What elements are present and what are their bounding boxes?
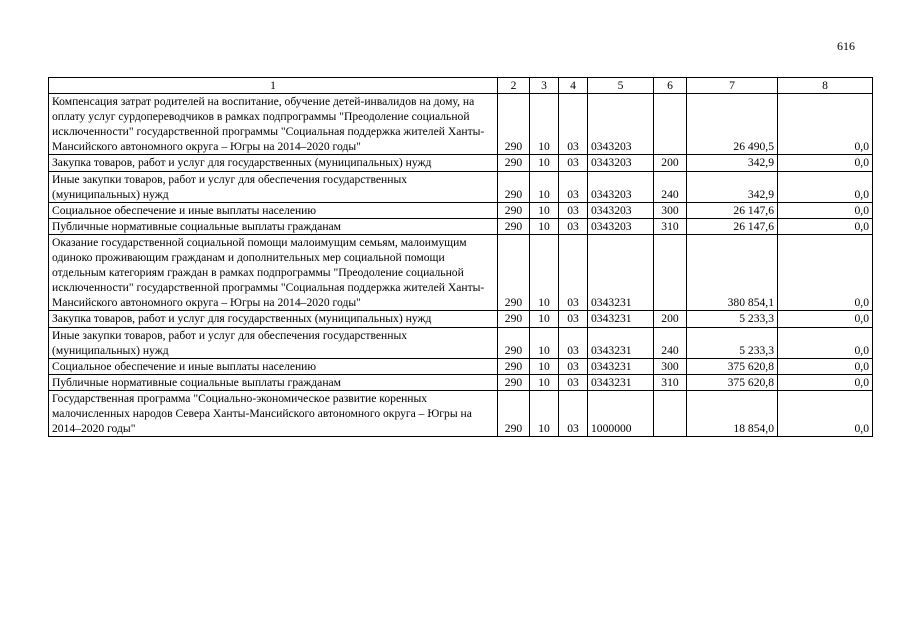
cell-col-6 — [654, 390, 687, 436]
cell-col-8: 0,0 — [778, 171, 873, 202]
cell-col-8: 0,0 — [778, 202, 873, 218]
cell-col-6: 200 — [654, 311, 687, 327]
cell-col-4: 03 — [559, 234, 588, 310]
cell-col-5: 0343231 — [588, 234, 654, 310]
table-row — [49, 374, 873, 390]
cell-col-8: 0,0 — [778, 390, 873, 436]
cell-col-6: 240 — [654, 171, 687, 202]
table-row — [49, 202, 873, 218]
cell-col-2: 290 — [498, 234, 530, 310]
cell-col-5: 0343203 — [588, 218, 654, 234]
header-cell: 4 — [559, 78, 588, 94]
cell-col-8: 0,0 — [778, 234, 873, 310]
cell-col-2: 290 — [498, 155, 530, 171]
cell-col-5: 0343203 — [588, 202, 654, 218]
cell-col-6 — [654, 234, 687, 310]
cell-col-6: 240 — [654, 327, 687, 358]
cell-col-2: 290 — [498, 311, 530, 327]
row-description: Компенсация затрат родителей на воспитание, обучение детей-инвалидов на дому, на оплату услуг сурдопереводчиков в рамках подпрограммы "Преодоление социальной исключенности" государственной программы "Социальная поддержка жителей Ханты-Мансийского автономного округа – Югры на 2014–2020 годы" — [49, 94, 498, 155]
cell-col-7: 26 147,6 — [687, 202, 778, 218]
cell-col-5: 0343231 — [588, 358, 654, 374]
cell-col-8: 0,0 — [778, 218, 873, 234]
table-row — [49, 358, 873, 374]
cell-col-4: 03 — [559, 171, 588, 202]
cell-col-6 — [654, 94, 687, 155]
cell-col-2: 290 — [498, 218, 530, 234]
cell-col-6: 310 — [654, 218, 687, 234]
row-description: Публичные нормативные социальные выплаты гражданам — [49, 218, 498, 234]
cell-col-2: 290 — [498, 94, 530, 155]
table-row — [49, 327, 873, 358]
cell-col-7: 5 233,3 — [687, 327, 778, 358]
page-number: 616 — [837, 39, 855, 53]
cell-col-3: 10 — [530, 390, 559, 436]
cell-col-8: 0,0 — [778, 374, 873, 390]
cell-col-7: 5 233,3 — [687, 311, 778, 327]
cell-col-5: 1000000 — [588, 390, 654, 436]
cell-col-7: 18 854,0 — [687, 390, 778, 436]
cell-col-2: 290 — [498, 202, 530, 218]
cell-col-7: 342,9 — [687, 171, 778, 202]
cell-col-4: 03 — [559, 218, 588, 234]
cell-col-5: 0343203 — [588, 94, 654, 155]
cell-col-3: 10 — [530, 234, 559, 310]
cell-col-4: 03 — [559, 358, 588, 374]
cell-col-2: 290 — [498, 390, 530, 436]
header-cell: 7 — [687, 78, 778, 94]
row-description: Государственная программа "Социально-экономическое развитие коренных малочисленных народов Севера Ханты-Мансийского автономного округа – Югры на 2014–2020 годы" — [49, 390, 498, 436]
cell-col-3: 10 — [530, 311, 559, 327]
cell-col-8: 0,0 — [778, 327, 873, 358]
cell-col-7: 26 147,6 — [687, 218, 778, 234]
row-description: Социальное обеспечение и иные выплаты населению — [49, 358, 498, 374]
cell-col-8: 0,0 — [778, 358, 873, 374]
table-row — [49, 218, 873, 234]
cell-col-6: 200 — [654, 155, 687, 171]
row-description: Иные закупки товаров, работ и услуг для обеспечения государственных (муниципальных) нужд — [49, 171, 498, 202]
cell-col-2: 290 — [498, 171, 530, 202]
row-description: Закупка товаров, работ и услуг для государственных (муниципальных) нужд — [49, 155, 498, 171]
cell-col-7: 375 620,8 — [687, 358, 778, 374]
cell-col-6: 300 — [654, 202, 687, 218]
row-description: Закупка товаров, работ и услуг для государственных (муниципальных) нужд — [49, 311, 498, 327]
cell-col-3: 10 — [530, 327, 559, 358]
header-cell: 8 — [778, 78, 873, 94]
table-row — [49, 234, 873, 310]
cell-col-3: 10 — [530, 202, 559, 218]
budget-table — [48, 77, 873, 437]
row-description: Публичные нормативные социальные выплаты гражданам — [49, 374, 498, 390]
cell-col-7: 375 620,8 — [687, 374, 778, 390]
row-description: Иные закупки товаров, работ и услуг для обеспечения государственных (муниципальных) нужд — [49, 327, 498, 358]
cell-col-3: 10 — [530, 155, 559, 171]
cell-col-5: 0343231 — [588, 311, 654, 327]
header-cell: 3 — [530, 78, 559, 94]
cell-col-4: 03 — [559, 390, 588, 436]
table-row — [49, 171, 873, 202]
cell-col-4: 03 — [559, 155, 588, 171]
cell-col-4: 03 — [559, 374, 588, 390]
table-header-row — [49, 78, 873, 94]
cell-col-7: 26 490,5 — [687, 94, 778, 155]
header-cell: 2 — [498, 78, 530, 94]
cell-col-8: 0,0 — [778, 311, 873, 327]
cell-col-4: 03 — [559, 327, 588, 358]
cell-col-3: 10 — [530, 358, 559, 374]
row-description: Оказание государственной социальной помощи малоимущим семьям, малоимущим одиноко проживающим гражданам и дополнительных мер социальной помощи отдельным категориям граждан в рамках подпрограммы "Преодоление социальной исключенности" государственной программы "Социальная поддержка жителей Ханты-Мансийского автономного округа – Югры на 2014–2020 годы" — [49, 234, 498, 310]
table-row — [49, 311, 873, 327]
header-cell: 1 — [49, 78, 498, 94]
table-row — [49, 390, 873, 436]
cell-col-3: 10 — [530, 171, 559, 202]
cell-col-5: 0343203 — [588, 155, 654, 171]
header-cell: 5 — [588, 78, 654, 94]
cell-col-4: 03 — [559, 202, 588, 218]
cell-col-3: 10 — [530, 374, 559, 390]
cell-col-6: 310 — [654, 374, 687, 390]
cell-col-8: 0,0 — [778, 94, 873, 155]
cell-col-7: 342,9 — [687, 155, 778, 171]
table-row — [49, 94, 873, 155]
cell-col-5: 0343231 — [588, 327, 654, 358]
table-row — [49, 155, 873, 171]
cell-col-2: 290 — [498, 358, 530, 374]
row-description: Социальное обеспечение и иные выплаты населению — [49, 202, 498, 218]
cell-col-8: 0,0 — [778, 155, 873, 171]
cell-col-5: 0343231 — [588, 374, 654, 390]
cell-col-6: 300 — [654, 358, 687, 374]
cell-col-7: 380 854,1 — [687, 234, 778, 310]
cell-col-2: 290 — [498, 374, 530, 390]
cell-col-5: 0343203 — [588, 171, 654, 202]
cell-col-3: 10 — [530, 218, 559, 234]
cell-col-2: 290 — [498, 327, 530, 358]
cell-col-4: 03 — [559, 94, 588, 155]
cell-col-3: 10 — [530, 94, 559, 155]
header-cell: 6 — [654, 78, 687, 94]
cell-col-4: 03 — [559, 311, 588, 327]
